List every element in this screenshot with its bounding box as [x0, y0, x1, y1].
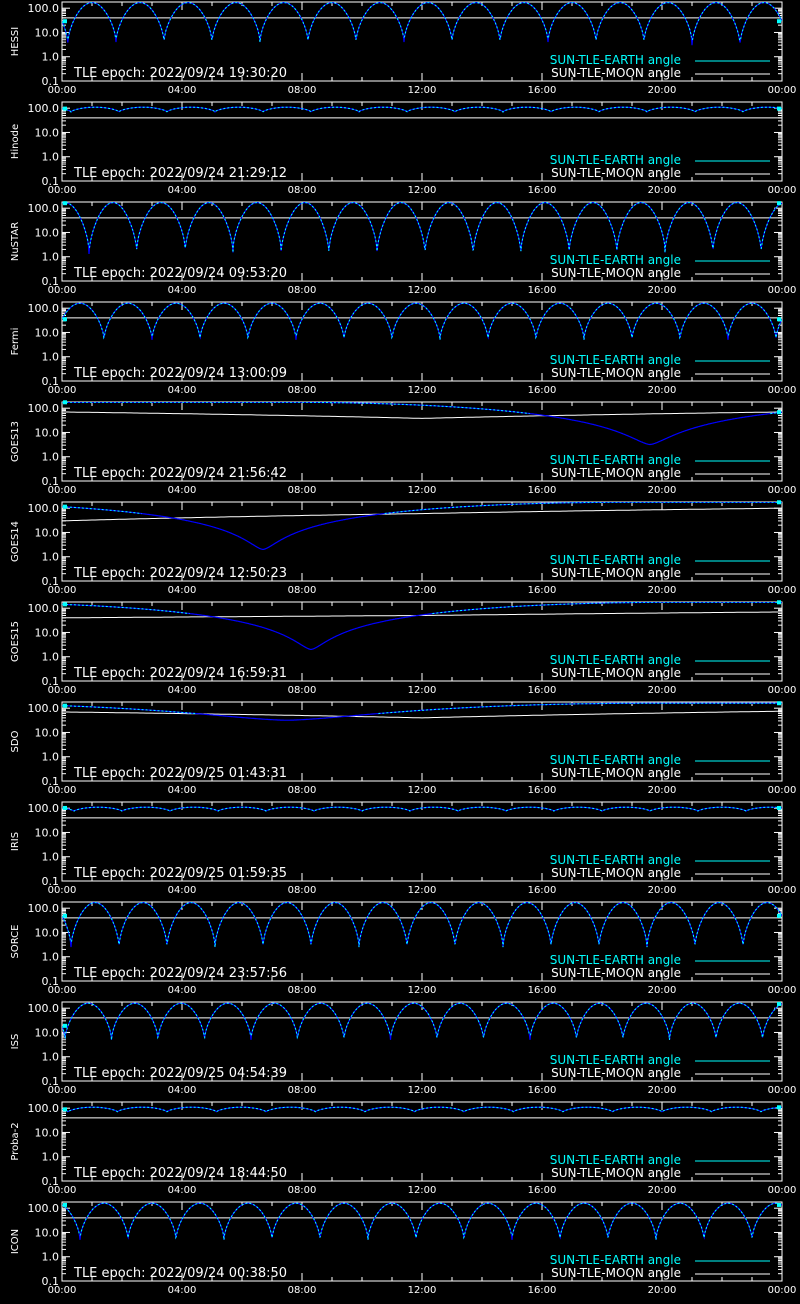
- x-tick-label: 00:00: [767, 1285, 797, 1296]
- legend-moon-label: SUN-TLE-MOON angle: [551, 166, 681, 180]
- edge-marker-right: [777, 107, 781, 111]
- legend-moon-label: SUN-TLE-MOON angle: [551, 1166, 681, 1180]
- edge-marker-left: [63, 19, 67, 23]
- y-tick-label: 1.0: [41, 50, 59, 64]
- x-tick-label: 12:00: [407, 85, 437, 96]
- panel-sorce: [10, 902, 796, 996]
- x-tick-label: 12:00: [407, 385, 437, 396]
- x-tick-label: 08:00: [287, 1085, 317, 1096]
- legend-moon-label: SUN-TLE-MOON angle: [551, 466, 681, 480]
- panel-goes15: [10, 600, 796, 696]
- x-tick-label: 20:00: [647, 85, 677, 96]
- x-tick-label: 16:00: [527, 485, 557, 496]
- y-axis-label: GOES13: [10, 420, 21, 463]
- x-tick-label: 12:00: [407, 1185, 437, 1196]
- y-tick-label: 10.0: [34, 326, 59, 340]
- y-tick-label: 10.0: [34, 626, 59, 640]
- y-tick-label: 0.1: [41, 675, 59, 688]
- y-tick-label: 10.0: [34, 1026, 59, 1040]
- y-tick-label: 1.0: [41, 650, 59, 664]
- edge-marker-right: [777, 1105, 781, 1109]
- x-tick-label: 00:00: [767, 1185, 797, 1196]
- edge-marker-right: [777, 701, 781, 705]
- panel-sdo: [10, 701, 796, 796]
- x-tick-label: 00:00: [767, 785, 797, 796]
- edge-marker-left: [63, 704, 67, 708]
- edge-marker-right: [777, 410, 781, 414]
- y-tick-label: 100.0: [27, 2, 59, 16]
- series-group: [62, 502, 782, 549]
- panel-hinode: [10, 102, 796, 196]
- x-tick-label: 08:00: [287, 585, 317, 596]
- x-tick-label: 04:00: [167, 1085, 197, 1096]
- tle-epoch-label: TLE epoch: 2022/09/25 04:54:39: [74, 1066, 288, 1081]
- edge-marker-left: [63, 1203, 67, 1207]
- edge-marker-right: [777, 914, 781, 918]
- tle-epoch-label: TLE epoch: 2022/09/25 01:43:31: [74, 766, 288, 781]
- x-tick-label: 12:00: [407, 585, 437, 596]
- edge-marker-left: [63, 400, 67, 404]
- edge-marker-right: [777, 806, 781, 810]
- edge-marker-left: [63, 1107, 67, 1111]
- x-tick-label: 16:00: [527, 185, 557, 196]
- x-tick-label: 08:00: [287, 385, 317, 396]
- y-tick-label: 100.0: [27, 302, 59, 316]
- x-tick-label: 00:00: [767, 485, 797, 496]
- x-tick-label: 04:00: [167, 585, 197, 596]
- y-tick-label: 0.1: [41, 175, 59, 188]
- y-tick-label: 0.1: [41, 275, 59, 288]
- tle-epoch-label: TLE epoch: 2022/09/25 01:59:35: [74, 866, 288, 881]
- edge-marker-left: [63, 107, 67, 111]
- y-tick-label: 100.0: [27, 202, 59, 216]
- x-tick-label: 00:00: [47, 1085, 77, 1096]
- tle-epoch-label: TLE epoch: 2022/09/24 09:53:20: [74, 266, 288, 281]
- y-tick-label: 0.1: [41, 1175, 59, 1188]
- legend-earth-label: SUN-TLE-EARTH angle: [549, 353, 681, 367]
- x-tick-label: 04:00: [167, 185, 197, 196]
- y-tick-label: 0.1: [41, 375, 59, 388]
- legend-earth-label: SUN-TLE-EARTH angle: [549, 153, 681, 167]
- series-earth-line: [62, 203, 782, 253]
- x-tick-label: 08:00: [287, 985, 317, 996]
- series-moon-line: [62, 412, 782, 418]
- y-tick-label: 10.0: [34, 426, 59, 440]
- panel-goes14: [10, 500, 796, 596]
- edge-marker-left: [63, 914, 67, 918]
- x-tick-label: 00:00: [47, 185, 77, 196]
- legend-moon-label: SUN-TLE-MOON angle: [551, 766, 681, 780]
- edge-marker-right: [777, 201, 781, 205]
- y-tick-label: 100.0: [27, 802, 59, 816]
- legend-moon-label: SUN-TLE-MOON angle: [551, 566, 681, 580]
- y-tick-label: 0.1: [41, 875, 59, 888]
- x-tick-label: 08:00: [287, 185, 317, 196]
- legend-moon-label: SUN-TLE-MOON angle: [551, 966, 681, 980]
- y-axis-label: Proba-2: [10, 1122, 21, 1161]
- tle-epoch-label: TLE epoch: 2022/09/24 23:57:56: [74, 966, 288, 981]
- x-tick-label: 00:00: [47, 1185, 77, 1196]
- x-tick-label: 00:00: [47, 385, 77, 396]
- y-tick-label: 1.0: [41, 350, 59, 364]
- tle-epoch-label: TLE epoch: 2022/09/24 21:56:42: [74, 466, 288, 481]
- x-tick-label: 08:00: [287, 1285, 317, 1296]
- x-tick-label: 00:00: [47, 685, 77, 696]
- y-tick-label: 100.0: [27, 1002, 59, 1016]
- edge-marker-right: [777, 500, 781, 504]
- y-tick-label: 1.0: [41, 250, 59, 264]
- x-tick-label: 00:00: [767, 285, 797, 296]
- tle-epoch-label: TLE epoch: 2022/09/24 18:44:50: [74, 1166, 288, 1181]
- x-tick-label: 00:00: [47, 985, 77, 996]
- x-tick-label: 08:00: [287, 485, 317, 496]
- x-tick-label: 08:00: [287, 1185, 317, 1196]
- y-axis-label: SORCE: [10, 924, 21, 959]
- x-tick-label: 20:00: [647, 985, 677, 996]
- x-tick-label: 04:00: [167, 1285, 197, 1296]
- y-tick-label: 1.0: [41, 750, 59, 764]
- x-tick-label: 00:00: [47, 585, 77, 596]
- x-tick-label: 16:00: [527, 1085, 557, 1096]
- y-axis-label: GOES14: [10, 520, 21, 563]
- edge-marker-left: [63, 317, 67, 321]
- tle-epoch-label: TLE epoch: 2022/09/24 21:29:12: [74, 166, 288, 181]
- x-tick-label: 16:00: [527, 385, 557, 396]
- x-tick-label: 16:00: [527, 285, 557, 296]
- x-tick-label: 00:00: [767, 385, 797, 396]
- panel-hessi: [10, 2, 796, 96]
- x-tick-label: 20:00: [647, 485, 677, 496]
- x-tick-label: 00:00: [47, 285, 77, 296]
- x-tick-label: 00:00: [767, 685, 797, 696]
- legend-moon-label: SUN-TLE-MOON angle: [551, 1066, 681, 1080]
- legend-earth-label: SUN-TLE-EARTH angle: [549, 1153, 681, 1167]
- legend-moon-label: SUN-TLE-MOON angle: [551, 1266, 681, 1280]
- legend-moon-label: SUN-TLE-MOON angle: [551, 266, 681, 280]
- x-tick-label: 08:00: [287, 285, 317, 296]
- x-tick-label: 20:00: [647, 285, 677, 296]
- tle-epoch-label: TLE epoch: 2022/09/24 12:50:23: [74, 566, 288, 581]
- x-tick-label: 20:00: [647, 885, 677, 896]
- legend-earth-label: SUN-TLE-EARTH angle: [549, 53, 681, 67]
- panel-goes13: [10, 400, 796, 496]
- y-tick-label: 100.0: [27, 702, 59, 716]
- x-tick-label: 04:00: [167, 685, 197, 696]
- y-tick-label: 10.0: [34, 226, 59, 240]
- y-tick-label: 10.0: [34, 926, 59, 940]
- edge-marker-left: [63, 602, 67, 606]
- legend-earth-label: SUN-TLE-EARTH angle: [549, 453, 681, 467]
- y-axis-label: HESSI: [10, 26, 21, 57]
- y-tick-label: 0.1: [41, 975, 59, 988]
- y-tick-label: 1.0: [41, 850, 59, 864]
- x-tick-label: 04:00: [167, 785, 197, 796]
- x-tick-label: 12:00: [407, 785, 437, 796]
- legend-moon-label: SUN-TLE-MOON angle: [551, 66, 681, 80]
- tle-epoch-label: TLE epoch: 2022/09/24 16:59:31: [74, 666, 288, 681]
- x-tick-label: 04:00: [167, 885, 197, 896]
- x-tick-label: 08:00: [287, 885, 317, 896]
- panel-iris: [10, 802, 796, 896]
- x-tick-label: 12:00: [407, 685, 437, 696]
- edge-marker-left: [63, 505, 67, 509]
- x-tick-label: 00:00: [767, 985, 797, 996]
- panel-nustar: [10, 201, 796, 296]
- x-tick-label: 16:00: [527, 585, 557, 596]
- legend-earth-label: SUN-TLE-EARTH angle: [549, 853, 681, 867]
- x-tick-label: 20:00: [647, 385, 677, 396]
- edge-marker-right: [777, 19, 781, 23]
- x-tick-label: 00:00: [47, 785, 77, 796]
- y-tick-label: 1.0: [41, 1050, 59, 1064]
- y-tick-label: 1.0: [41, 550, 59, 564]
- x-tick-label: 16:00: [527, 1185, 557, 1196]
- x-tick-label: 00:00: [47, 1285, 77, 1296]
- panel-iss: [10, 1002, 796, 1096]
- x-tick-label: 12:00: [407, 185, 437, 196]
- y-tick-label: 10.0: [34, 1226, 59, 1240]
- y-axis-label: ISS: [10, 1033, 21, 1050]
- legend-earth-label: SUN-TLE-EARTH angle: [549, 1053, 681, 1067]
- x-tick-label: 08:00: [287, 85, 317, 96]
- y-axis-label: SDO: [10, 730, 21, 753]
- x-tick-label: 16:00: [527, 985, 557, 996]
- x-tick-label: 04:00: [167, 385, 197, 396]
- x-tick-label: 08:00: [287, 785, 317, 796]
- series-group: [62, 1107, 782, 1118]
- legend-earth-label: SUN-TLE-EARTH angle: [549, 253, 681, 267]
- y-axis-label: IRIS: [10, 831, 21, 852]
- x-tick-label: 04:00: [167, 485, 197, 496]
- y-tick-label: 0.1: [41, 1275, 59, 1288]
- y-axis-label: NuSTAR: [10, 221, 21, 262]
- y-axis-label: ICON: [10, 1228, 21, 1255]
- x-tick-label: 20:00: [647, 185, 677, 196]
- legend-earth-label: SUN-TLE-EARTH angle: [549, 753, 681, 767]
- y-tick-label: 10.0: [34, 126, 59, 140]
- y-tick-label: 10.0: [34, 726, 59, 740]
- y-tick-label: 10.0: [34, 526, 59, 540]
- edge-marker-left: [63, 806, 67, 810]
- edge-marker-right: [777, 600, 781, 604]
- x-tick-label: 12:00: [407, 1085, 437, 1096]
- edge-marker-left: [63, 1024, 67, 1028]
- y-axis-label: Fermi: [10, 327, 21, 356]
- edge-marker-left: [63, 201, 67, 205]
- y-tick-label: 1.0: [41, 1250, 59, 1264]
- panel-fermi: [10, 302, 796, 396]
- x-tick-label: 04:00: [167, 1185, 197, 1196]
- y-tick-label: 100.0: [27, 1202, 59, 1216]
- x-tick-label: 20:00: [647, 685, 677, 696]
- x-tick-label: 16:00: [527, 1285, 557, 1296]
- series-group: [62, 203, 782, 254]
- x-tick-label: 12:00: [407, 285, 437, 296]
- x-tick-label: 12:00: [407, 485, 437, 496]
- x-tick-label: 00:00: [47, 885, 77, 896]
- x-tick-label: 16:00: [527, 85, 557, 96]
- y-tick-label: 1.0: [41, 1150, 59, 1164]
- y-tick-label: 100.0: [27, 1102, 59, 1116]
- x-tick-label: 12:00: [407, 885, 437, 896]
- x-tick-label: 20:00: [647, 785, 677, 796]
- x-tick-label: 20:00: [647, 1285, 677, 1296]
- edge-marker-right: [777, 317, 781, 321]
- y-tick-label: 0.1: [41, 575, 59, 588]
- y-tick-label: 1.0: [41, 950, 59, 964]
- y-tick-label: 0.1: [41, 75, 59, 88]
- x-tick-label: 12:00: [407, 985, 437, 996]
- y-tick-label: 0.1: [41, 1075, 59, 1088]
- legend-moon-label: SUN-TLE-MOON angle: [551, 866, 681, 880]
- y-tick-label: 0.1: [41, 475, 59, 488]
- x-tick-label: 04:00: [167, 985, 197, 996]
- y-tick-label: 100.0: [27, 102, 59, 116]
- tle-epoch-label: TLE epoch: 2022/09/24 19:30:20: [74, 66, 288, 81]
- x-tick-label: 20:00: [647, 585, 677, 596]
- x-tick-label: 12:00: [407, 1285, 437, 1296]
- x-tick-label: 04:00: [167, 85, 197, 96]
- panel-proba-2: [10, 1102, 796, 1196]
- legend-earth-label: SUN-TLE-EARTH angle: [549, 653, 681, 667]
- y-tick-label: 10.0: [34, 826, 59, 840]
- legend-earth-label: SUN-TLE-EARTH angle: [549, 1253, 681, 1267]
- x-tick-label: 16:00: [527, 685, 557, 696]
- edge-marker-right: [777, 1203, 781, 1207]
- tle-epoch-label: TLE epoch: 2022/09/24 00:38:50: [74, 1266, 288, 1281]
- y-axis-label: GOES15: [10, 620, 21, 663]
- x-tick-label: 16:00: [527, 885, 557, 896]
- y-tick-label: 100.0: [27, 902, 59, 916]
- x-tick-label: 04:00: [167, 285, 197, 296]
- y-tick-label: 100.0: [27, 402, 59, 416]
- y-tick-label: 10.0: [34, 1126, 59, 1140]
- legend-earth-label: SUN-TLE-EARTH angle: [549, 953, 681, 967]
- y-tick-label: 1.0: [41, 450, 59, 464]
- y-tick-label: 100.0: [27, 602, 59, 616]
- x-tick-label: 00:00: [767, 1085, 797, 1096]
- tle-epoch-label: TLE epoch: 2022/09/24 13:00:09: [74, 366, 288, 381]
- x-tick-label: 00:00: [767, 185, 797, 196]
- x-tick-label: 16:00: [527, 785, 557, 796]
- y-tick-label: 0.1: [41, 775, 59, 788]
- series-earth-line-dark: [62, 203, 782, 254]
- series-moon-line: [62, 711, 782, 718]
- y-tick-label: 100.0: [27, 502, 59, 516]
- x-tick-label: 20:00: [647, 1185, 677, 1196]
- x-tick-label: 00:00: [47, 85, 77, 96]
- x-tick-label: 00:00: [767, 85, 797, 96]
- x-tick-label: 00:00: [767, 585, 797, 596]
- x-tick-label: 08:00: [287, 685, 317, 696]
- y-tick-label: 10.0: [34, 26, 59, 40]
- legend-moon-label: SUN-TLE-MOON angle: [551, 666, 681, 680]
- x-tick-label: 00:00: [767, 885, 797, 896]
- x-tick-label: 00:00: [47, 485, 77, 496]
- y-axis-label: Hinode: [10, 123, 21, 160]
- legend-moon-label: SUN-TLE-MOON angle: [551, 366, 681, 380]
- y-tick-label: 1.0: [41, 150, 59, 164]
- x-tick-label: 20:00: [647, 1085, 677, 1096]
- edge-marker-right: [777, 1002, 781, 1006]
- legend-earth-label: SUN-TLE-EARTH angle: [549, 553, 681, 567]
- panel-icon: [10, 1202, 796, 1296]
